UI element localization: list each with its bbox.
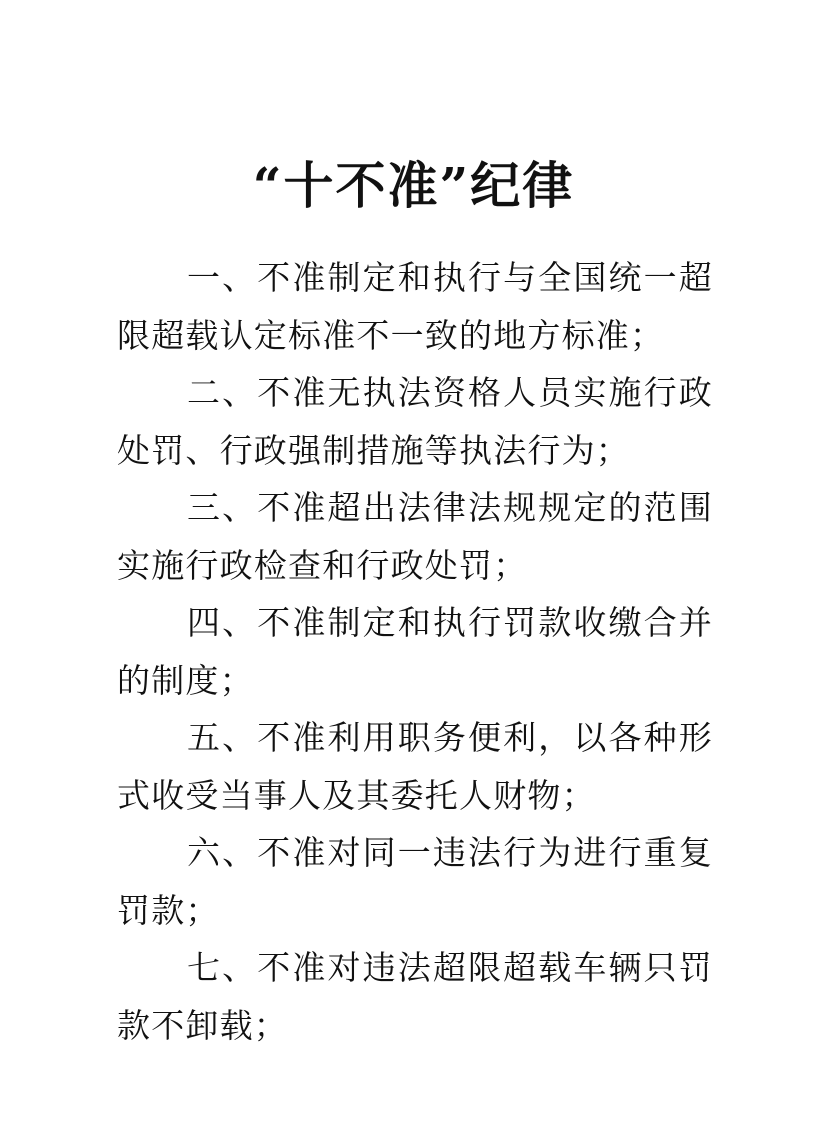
rule-item-3: 三、不准超出法律法规规定的范围实施行政检查和行政处罚； <box>117 488 713 585</box>
rule-item-7: 七、不准对违法超限超载车辆只罚款不卸载； <box>117 948 713 1045</box>
rules-list <box>117 249 713 1054</box>
rule-item-2: 二、不准无执法资格人员实施行政处罚、行政强制措施等执法行为； <box>117 373 713 470</box>
rule-item-1: 一、不准制定和执行与全国统一超限超载认定标准不一致的地方标准； <box>117 258 713 355</box>
rule-item-6: 六、不准对同一违法行为进行重复罚款； <box>117 833 713 930</box>
rule-item-5: 五、不准利用职务便利，以各种形式收受当事人及其委托人财物； <box>117 718 713 815</box>
document-title: “十不准”纪律 <box>252 156 575 215</box>
rule-item-4: 四、不准制定和执行罚款收缴合并的制度； <box>117 603 713 700</box>
